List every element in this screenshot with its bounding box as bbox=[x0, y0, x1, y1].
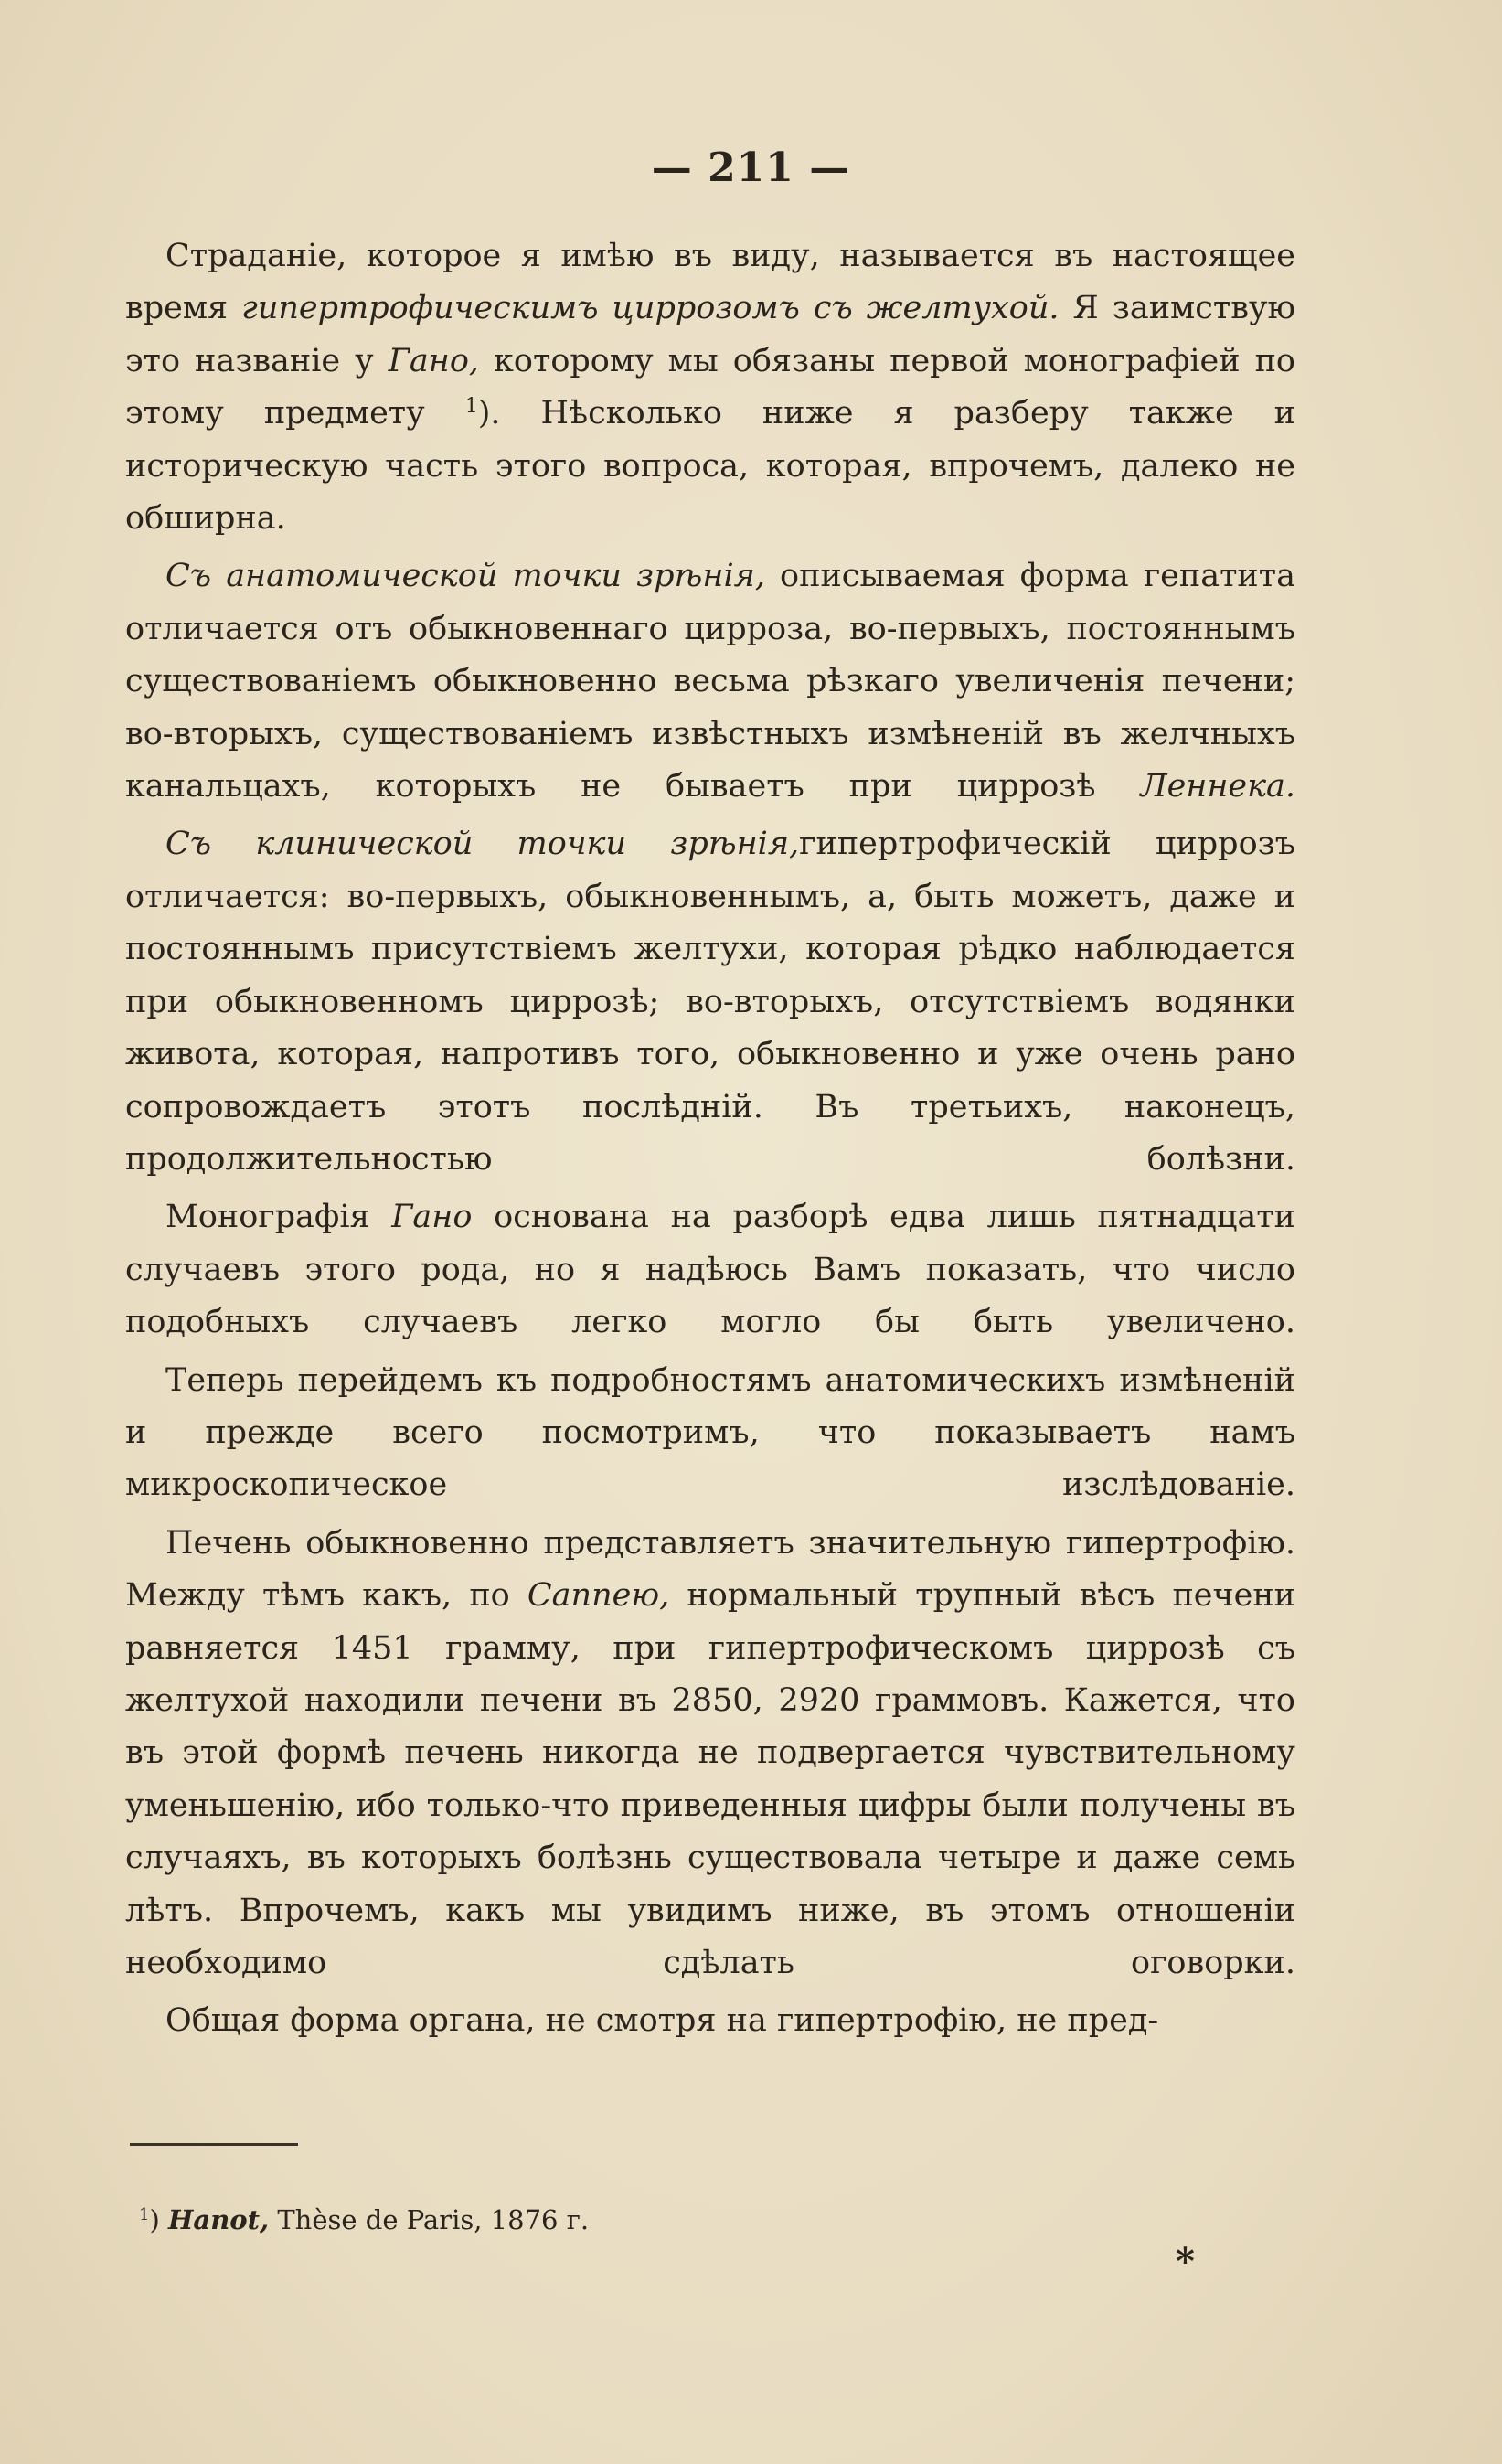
text-run: Страданіе, которое я имѣю въ виду, называется въ настоящее время bbox=[125, 238, 1295, 327]
text-run: основана на разборѣ едва лишь пятнадцати случаевъ этого рода, но я надѣюсь Вамъ показать, что число подобныхъ случаевъ легко могло бы быть увеличено. bbox=[125, 1199, 1295, 1341]
paragraph bbox=[125, 1518, 1295, 1990]
signature-mark: * bbox=[1176, 2240, 1195, 2283]
italic-text: Саппею, bbox=[527, 1577, 670, 1615]
paragraph bbox=[125, 550, 1295, 813]
italic-text: Съ анатомической точки зрѣнія, bbox=[165, 558, 765, 595]
text-run: гипертрофическій циррозъ отличается: во-первыхъ, обыкновеннымъ, а, быть можетъ, даже и постояннымъ присутствіемъ желтухи, которая рѣдко наблюдается при обыкновенномъ циррозѣ; во-вторыхъ, отсутствіемъ водянки живота, которая, напротивъ того, обыкновенно и уже очень рано сопровождаетъ этотъ послѣдній. Въ третьихъ, наконецъ, продолжительностью болѣзни. bbox=[125, 826, 1295, 1178]
paragraph bbox=[125, 1355, 1295, 1512]
italic-text: Леннека. bbox=[1140, 768, 1295, 805]
text-run: которому мы обязаны первой монографіей по этому предмету bbox=[125, 342, 1295, 432]
text-run: описываемая форма гепатита отличается отъ обыкновеннаго цирроза, во-первыхъ, постояннымъ существованіемъ обыкновенно весьма рѣзкаго увеличенія печени; во-вторыхъ, существованіемъ извѣстныхъ измѣненій въ желчныхъ канальцахъ, которыхъ не бываетъ при циррозѣ bbox=[125, 558, 1295, 805]
text-run: Общая форма органа, не смотря на гипертрофію, не пред- bbox=[165, 2002, 1159, 2040]
footnote-reference: Thèse de Paris, 1876 г. bbox=[269, 2204, 590, 2235]
text-run: ). Нѣсколько ниже я разберу также и историческую часть этого вопроса, которая, впрочемъ, далеко не обширна. bbox=[125, 395, 1296, 538]
italic-text: Гано bbox=[391, 1199, 473, 1236]
text-run: Монографія bbox=[165, 1199, 392, 1236]
text-run: нормальный трупный вѣсъ печени равняется 1451 грамму, при гипертрофическомъ циррозѣ съ желтухой находили печени въ 2850, 2920 граммовъ. Кажется, что въ этой формѣ печень никогда не подвергается чувствительному уменьшенію, ибо только-что приведенныя цифры были получены въ случаяхъ, въ которыхъ болѣзнь существовала четыре и даже семь лѣтъ. Впрочемъ, какъ мы увидимъ ниже, въ этомъ отношеніи необходимо сдѣлать оговорки. bbox=[125, 1577, 1295, 1981]
text-run: Теперь перейдемъ къ подробностямъ анатомическихъ измѣненій и прежде всего посмотримъ, что показываетъ намъ микроскопическое изслѣдованіе. bbox=[125, 1361, 1295, 1504]
footnote-author: Hanot, bbox=[168, 2204, 270, 2235]
page-number: — 211 — bbox=[651, 144, 851, 191]
footnote bbox=[139, 2202, 589, 2238]
italic-text: гипертрофическимъ циррозомъ съ желтухой. bbox=[241, 290, 1060, 327]
body-text bbox=[125, 230, 1295, 2048]
footnote-divider bbox=[130, 2143, 298, 2146]
italic-text: Съ клинической точки зрѣнія, bbox=[165, 826, 800, 863]
italic-text: Гано, bbox=[388, 342, 480, 379]
paragraph bbox=[125, 1191, 1295, 1349]
footnote-reference-marker: 1 bbox=[464, 395, 478, 419]
text-run: Печень обыкновенно представляетъ значительную гипертрофію. Между тѣмъ какъ, по bbox=[125, 1524, 1295, 1615]
paragraph bbox=[125, 1995, 1295, 2047]
footnote-marker: 1 bbox=[139, 2205, 150, 2224]
paragraph bbox=[125, 818, 1295, 1186]
paragraph bbox=[125, 230, 1295, 545]
text-run: Я заимствую это названіе у bbox=[125, 290, 1295, 379]
footnote-close: ) bbox=[149, 2204, 168, 2235]
